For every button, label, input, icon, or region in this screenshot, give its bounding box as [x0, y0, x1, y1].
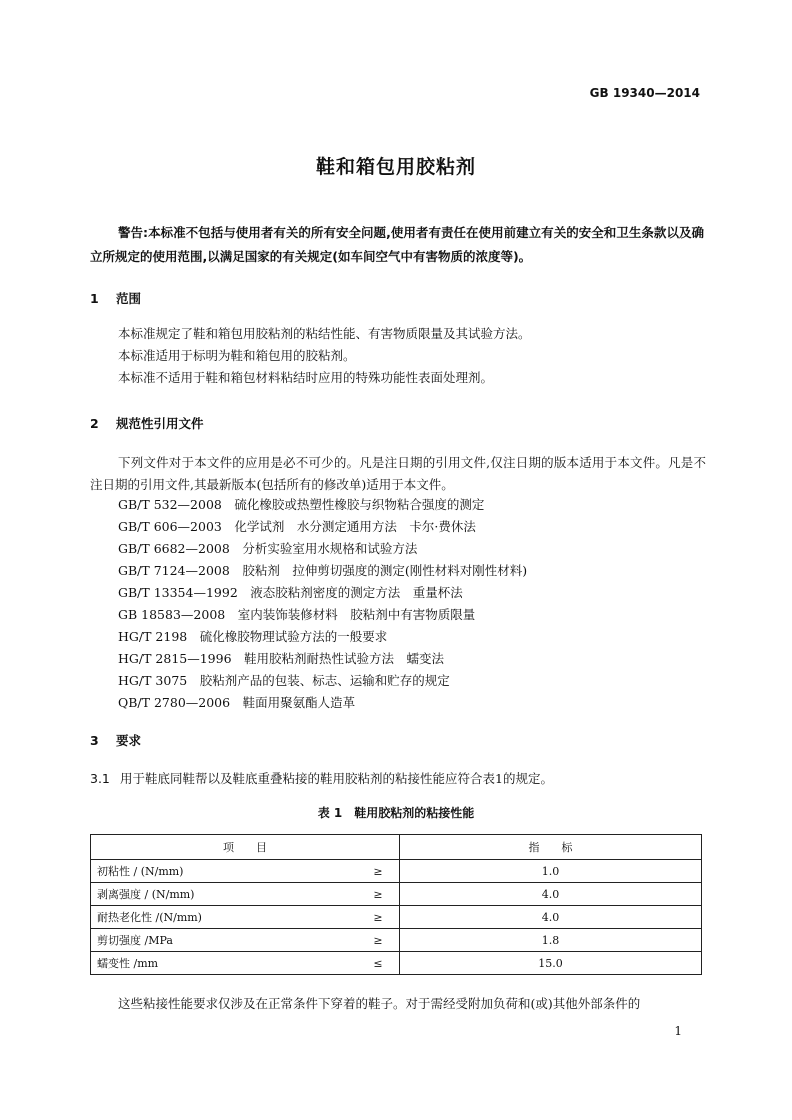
value-cell: 1.0: [400, 860, 702, 883]
section-heading-requirements: [90, 731, 141, 749]
table-row: [91, 929, 702, 952]
reference-item: GB/T 532—2008 硫化橡胶或热塑性橡胶与织物粘合强度的测定: [118, 497, 485, 512]
value-cell: 4.0: [400, 906, 702, 929]
item-cell: 剥离强度 / (N/mm): [91, 883, 358, 906]
operator-cell: ≥: [357, 860, 400, 883]
scope-paragraph: 本标准适用于标明为鞋和箱包用的胶粘剂。: [118, 348, 356, 363]
operator-cell: ≥: [357, 929, 400, 952]
reference-item: GB/T 7124—2008 胶粘剂 拉伸剪切强度的测定(刚性材料对刚性材料): [118, 563, 528, 578]
value-cell: 4.0: [400, 883, 702, 906]
section-title: 要求: [116, 733, 142, 748]
operator-cell: ≥: [357, 906, 400, 929]
section-title: 规范性引用文件: [116, 416, 204, 431]
item-cell: 耐热老化性 /(N/mm): [91, 906, 358, 929]
reference-item: HG/T 2198 硫化橡胶物理试验方法的一般要求: [118, 629, 388, 644]
page-number: 1: [674, 1024, 682, 1038]
standard-code: GB 19340—2014: [589, 86, 700, 100]
item-cell: 剪切强度 /MPa: [91, 929, 358, 952]
value-cell: 1.8: [400, 929, 702, 952]
table-row: [91, 883, 702, 906]
section-number: 1: [90, 291, 99, 306]
table-row: [91, 952, 702, 975]
clause-text: 用于鞋底同鞋帮以及鞋底重叠粘接的鞋用胶粘剂的粘接性能应符合表1的规定。: [120, 771, 553, 786]
header-indicator: 指 标: [400, 835, 702, 860]
reference-item: HG/T 2815—1996 鞋用胶粘剂耐热性试验方法 蠕变法: [118, 651, 445, 666]
clause-number: 3.1: [90, 771, 110, 786]
scope-paragraph: 本标准不适用于鞋和箱包材料粘结时应用的特殊功能性表面处理剂。: [118, 370, 494, 385]
warning-notice: 警告:本标准不包括与使用者有关的所有安全问题,使用者有责任在使用前建立有关的安全和卫生条款以及确立所规定的使用范围,以满足国家的有关规定(如车间空气中有害物质的浓度等)。: [90, 225, 704, 264]
document-title: 鞋和箱包用胶粘剂: [315, 156, 476, 178]
reference-item: HG/T 3075 胶粘剂产品的包装、标志、运输和贮存的规定: [118, 673, 450, 688]
section-title: 范围: [116, 291, 142, 306]
reference-item: GB/T 606—2003 化学试剂 水分测定通用方法 卡尔·费休法: [118, 519, 476, 534]
operator-cell: ≥: [357, 883, 400, 906]
table-row: [91, 860, 702, 883]
table-row: [91, 906, 702, 929]
table-header-row: [91, 835, 702, 860]
section-number: 3: [90, 733, 99, 748]
requirements-table: [90, 834, 702, 975]
reference-item: GB/T 6682—2008 分析实验室用水规格和试验方法: [118, 541, 418, 556]
section-heading-scope: [90, 289, 141, 307]
header-item: 项 目: [91, 835, 400, 860]
table-caption: 表 1 鞋用胶粘剂的粘接性能: [317, 806, 475, 820]
section-number: 2: [90, 416, 99, 431]
references-intro: 下列文件对于本文件的应用是必不可少的。凡是注日期的引用文件,仅注日期的版本适用于本文件。凡是不注日期的引用文件,其最新版本(包括所有的修改单)适用于本文件。: [90, 455, 706, 492]
reference-item: GB/T 13354—1992 液态胶粘剂密度的测定方法 重量杯法: [118, 585, 463, 600]
value-cell: 15.0: [400, 952, 702, 975]
operator-cell: ≤: [357, 952, 400, 975]
item-cell: 初粘性 / (N/mm): [91, 860, 358, 883]
section-heading-references: [90, 414, 204, 432]
clause-3-1: [90, 768, 706, 790]
reference-item: QB/T 2780—2006 鞋面用聚氨酯人造革: [118, 695, 356, 710]
after-table-paragraph: 这些粘接性能要求仅涉及在正常条件下穿着的鞋子。对于需经受附加负荷和(或)其他外部条件的: [118, 996, 641, 1011]
reference-item: GB 18583—2008 室内装饰装修材料 胶粘剂中有害物质限量: [118, 607, 476, 622]
scope-paragraph: 本标准规定了鞋和箱包用胶粘剂的粘结性能、有害物质限量及其试验方法。: [118, 326, 531, 341]
item-cell: 蠕变性 /mm: [91, 952, 358, 975]
